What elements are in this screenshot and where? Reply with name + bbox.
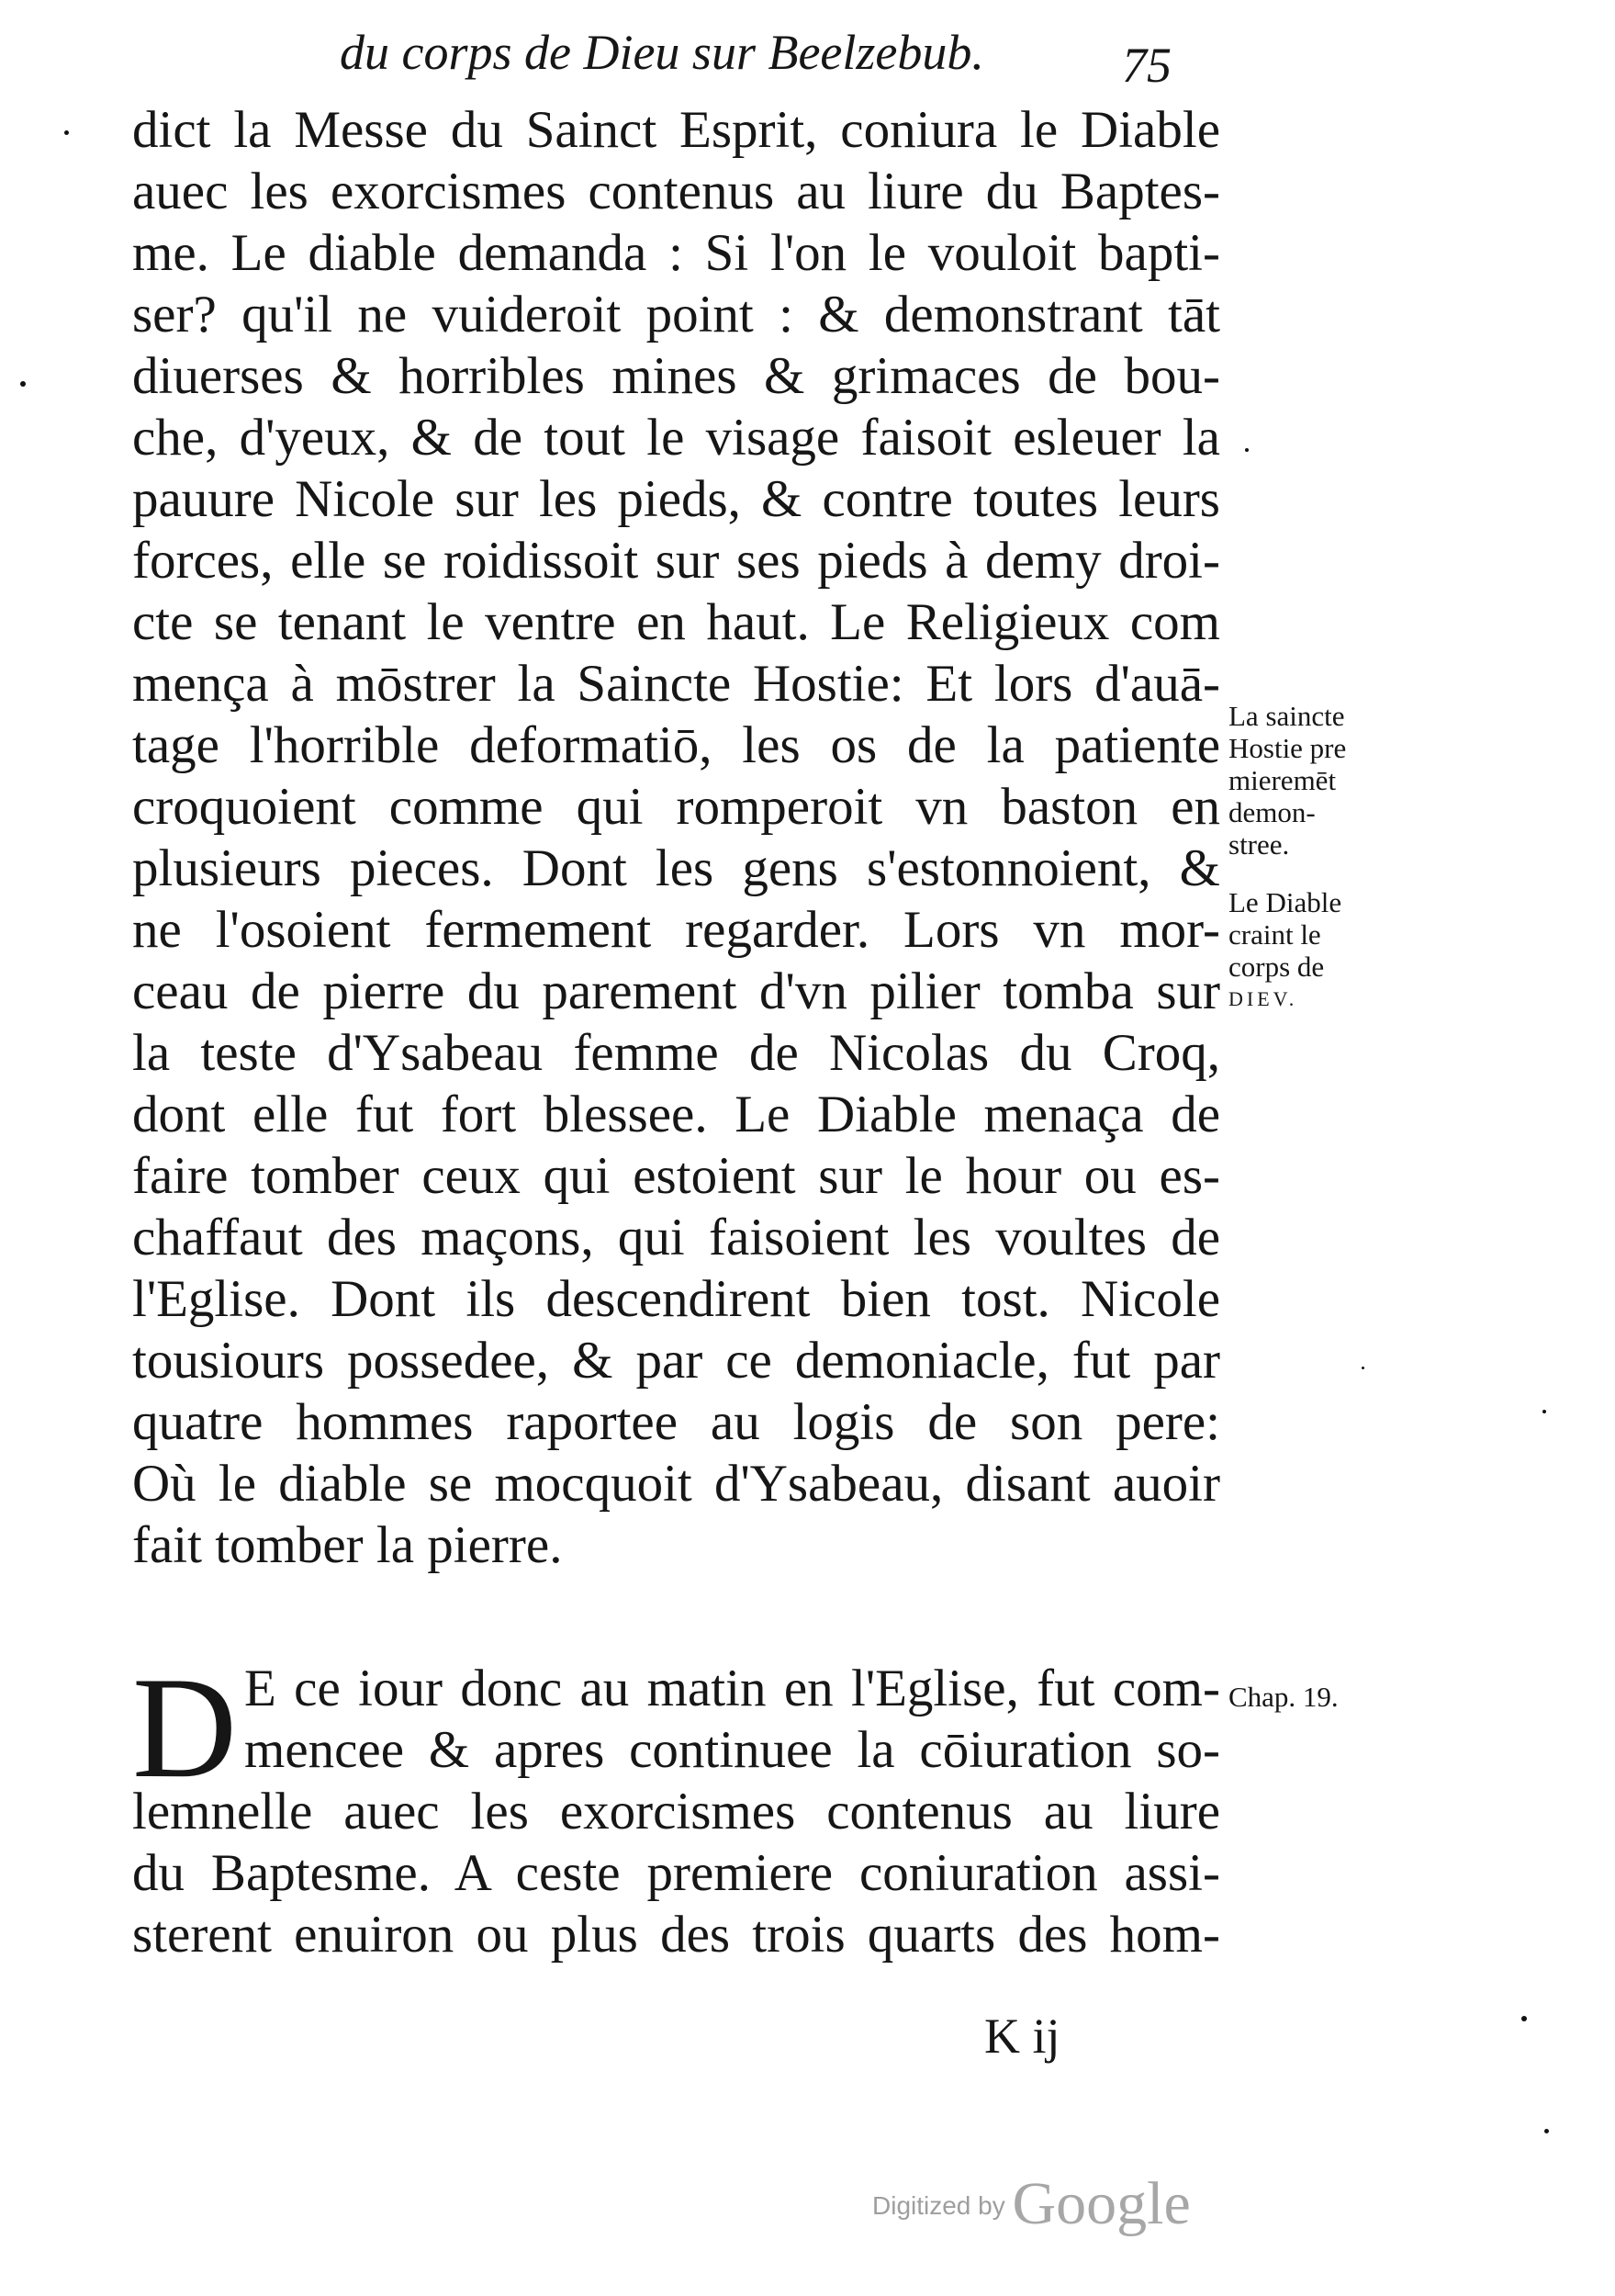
- margin-note-line: Hostie pre: [1228, 732, 1347, 764]
- text-line: diuerses & horribles mines & grimaces de bou-: [132, 347, 1220, 405]
- text-line: tage l'horrible deformatiō, les os de la patiente: [132, 716, 1220, 774]
- text-line: sterent enuiron ou plus des trois quarts des hom-: [132, 1906, 1220, 1964]
- scan-speck: [1245, 448, 1249, 452]
- text-line: ceau de pierre du parement d'vn pilier tomba sur: [132, 962, 1220, 1020]
- margin-note-line: mieremēt: [1228, 764, 1337, 796]
- text-line: mença à mōstrer la Saincte Hostie: Et lors d'auā-: [132, 655, 1220, 713]
- text-line: che, d'yeux, & de tout le visage faisoit esleuer la: [132, 409, 1220, 467]
- text-line: dont elle fut fort blessee. Le Diable menaça de: [132, 1086, 1220, 1143]
- chapter-19-text: [132, 1648, 1220, 1965]
- margin-note-line: stree.: [1228, 828, 1290, 861]
- text-line: tousiours possedee, & par ce demoniacle, fut par: [132, 1332, 1220, 1390]
- text-line: l'Eglise. Dont ils descendirent bien tost. Nicole: [132, 1270, 1220, 1328]
- margin-note-saincte-hostie: [1228, 700, 1403, 861]
- text-line: ne l'osoient fermement regarder. Lors vn mor-: [132, 901, 1220, 959]
- text-line: croquoient comme qui romperoit vn baston en: [132, 778, 1220, 836]
- signature-mark: K ij: [984, 2009, 1060, 2064]
- scan-speck: [1521, 2016, 1527, 2021]
- text-line: ser? qu'il ne vuideroit point : & demonstrant tāt: [132, 286, 1220, 343]
- text-line: lemnelle auec les exorcismes contenus au liure: [132, 1783, 1220, 1840]
- margin-note-line: Le Diable: [1228, 886, 1342, 918]
- text-line: forces, elle se roidissoit sur ses pieds à demy droi-: [132, 532, 1220, 590]
- margin-note-line: craint le: [1228, 918, 1321, 951]
- text-line: me. Le diable demanda : Si l'on le vouloit bapti-: [132, 224, 1220, 282]
- text-line: pauure Nicole sur les pieds, & contre toutes leurs: [132, 470, 1220, 528]
- scan-speck: [64, 130, 69, 135]
- text-line: faire tomber ceux qui estoient sur le hour ou es-: [132, 1147, 1220, 1205]
- body-text: [132, 99, 1220, 1576]
- watermark-prefix: Digitized by: [872, 2191, 1005, 2220]
- text-line: plusieurs pieces. Dont les gens s'estonnoient, &: [132, 839, 1220, 897]
- margin-note-line: DIEV.: [1228, 987, 1298, 1010]
- google-logo: Google: [1012, 2170, 1191, 2237]
- running-title: du corps de Dieu sur Beelzebub.: [340, 25, 984, 80]
- scan-speck: [20, 381, 26, 387]
- text-line: la teste d'Ysabeau femme de Nicolas du Croq,: [132, 1024, 1220, 1082]
- text-line: cte se tenant le ventre en haut. Le Religieux com: [132, 593, 1220, 651]
- digitized-watermark: [872, 2170, 1191, 2237]
- scan-speck: [1362, 1367, 1364, 1369]
- text-line: chaffaut des maçons, qui faisoient les voultes de: [132, 1209, 1220, 1266]
- margin-note-line: corps de: [1228, 951, 1325, 983]
- margin-note-line: demon-: [1228, 796, 1316, 828]
- chapter-label: Chap. 19.: [1228, 1681, 1339, 1713]
- text-line: quatre hommes raportee au logis de son pere:: [132, 1393, 1220, 1451]
- scan-speck: [1544, 2129, 1549, 2133]
- text-line: auec les exorcismes contenus au liure du Baptes-: [132, 163, 1220, 220]
- text-line: Où le diable se mocquoit d'Ysabeau, disant auoir: [132, 1455, 1220, 1513]
- scan-speck: [1542, 1410, 1546, 1413]
- margin-note-diable: [1228, 886, 1403, 1015]
- page-number: 75: [1122, 38, 1172, 93]
- text-line: du Baptesme. A ceste premiere coniuration assi-: [132, 1844, 1220, 1902]
- text-line: fait tomber la pierre.: [132, 1516, 563, 1574]
- text-line: dict la Messe du Sainct Esprit, coniura le Diable: [132, 101, 1220, 159]
- text-line: E ce iour donc au matin en l'Eglise, fut com-: [244, 1660, 1220, 1717]
- text-line: mencee & apres continuee la cōiuration so-: [244, 1721, 1220, 1779]
- drop-cap: D: [132, 1648, 238, 1808]
- margin-note-line: La saincte: [1228, 700, 1345, 732]
